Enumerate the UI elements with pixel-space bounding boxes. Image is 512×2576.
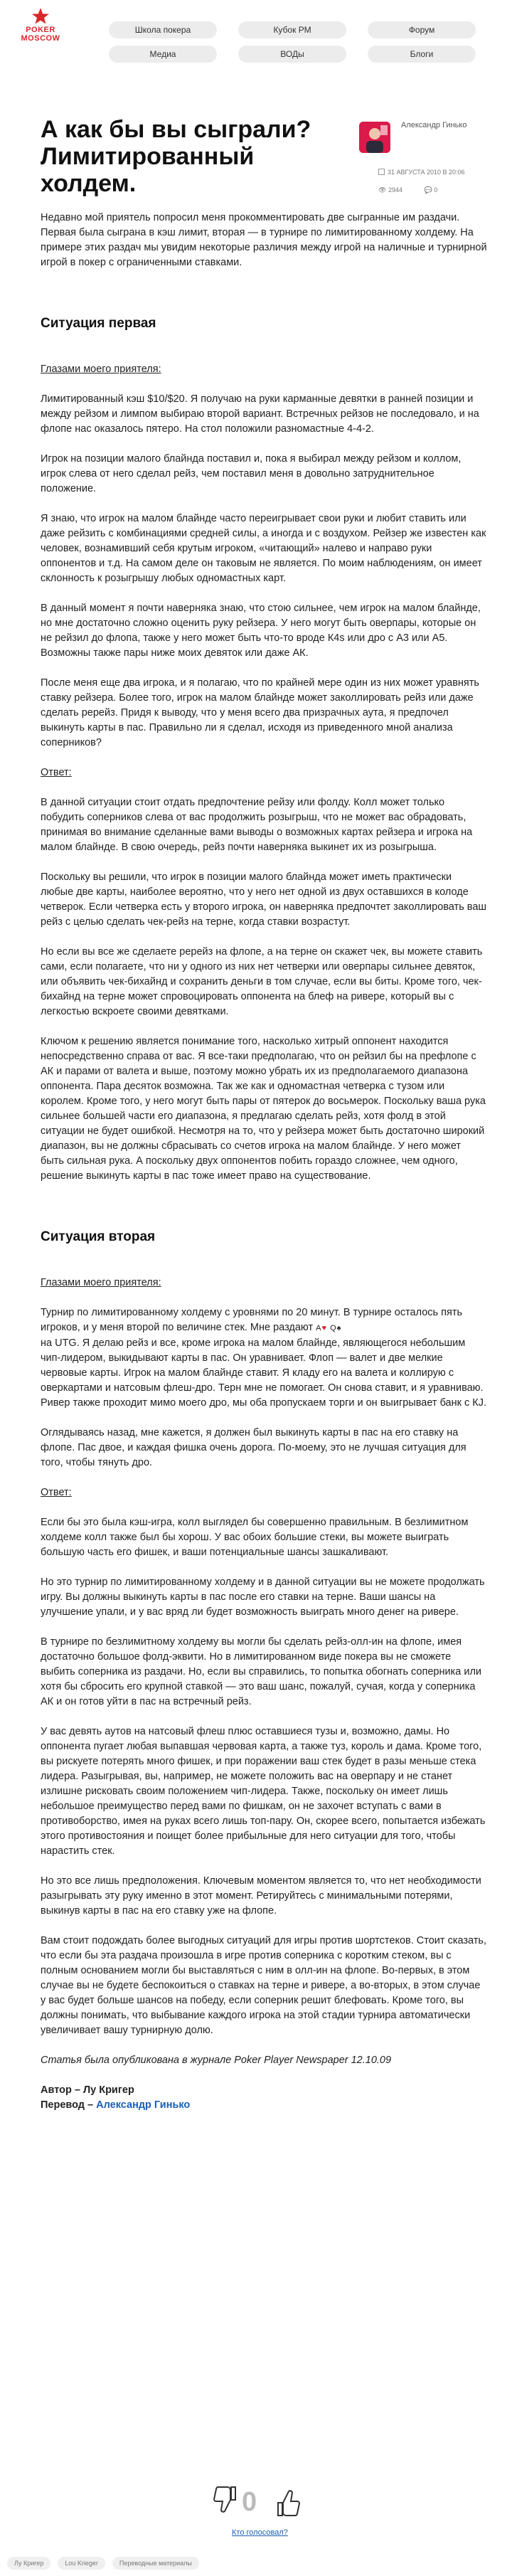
author-credit-label: Автор bbox=[41, 2084, 72, 2096]
nav-forum[interactable]: Форум bbox=[368, 21, 476, 38]
s1-paragraph-1: Лимитированный кэш $10/$20. Я получаю на руки карманные девятки в ранней позиции и между рейзом и лимпом выбираю второй вариант. Встречных рейзов не последовало, и на флопе нас оказалось пятеро. На стол положили разномастные 4-4-2. bbox=[41, 393, 479, 435]
translation-credit-label: Перевод bbox=[41, 2099, 85, 2111]
calendar-icon bbox=[378, 169, 385, 175]
nav-media[interactable]: Медиа bbox=[109, 46, 217, 63]
intro-paragraph: Недавно мой приятель попросил меня прокомментировать две сыгранные им раздачи. Первая была сыграна в кэш лимит, вторая — в турнире по лимитированному холдему. На примере этих раздач мы увидим некоторые различия между игрой на наличные и турнирной игрой в покер с ограниченными ставками. bbox=[41, 212, 487, 268]
s1-paragraph-2: Игрок на позиции малого блайнда поставил и, пока я выбирал между рейзом и коллом, игрок слева от него сделал рейз, чем поставил меня в довольно затруднительное положение. bbox=[41, 453, 462, 494]
credits bbox=[41, 2083, 487, 2113]
translator-link[interactable]: Александр Гинько bbox=[96, 2099, 191, 2111]
views-count: 👁 2944 bbox=[378, 186, 402, 194]
s1-paragraph-4: В данный момент я почти наверняка знаю, что стою сильнее, чем игрок на малом блайнде, но мне достаточно сложно оценить руку рейзера. У него могут быть оверпары, которые он не рейзил до флопа, также у него может быть что-то вроде К4s или дро с А3 или А5. Возможны также пары ниже моих девяток или даже АК. bbox=[41, 603, 481, 659]
s2-answer-6: Вам стоит подождать более выгодных ситуаций для игры против шортстеков. Стоит сказать, что если бы эта раздача произошла в игре против соперника с коротким стеком, вы с полным основанием могли бы выставляться с ним в олл-ин на флопе. Во-первых, в этом случае вы не будете беспокоиться о ставках на терне и ривере, а во-вторых, в этом случае у вас будет больше шансов на победу, если соперник решит блефовать. Кроме того, вы должны понимать, что выбывание каждого игрока на этой стадии турнира автоматически увеличивает вашу турнирную долю. bbox=[41, 1935, 486, 2036]
s1-paragraph-5: После меня еще два игрока, и я полагаю, что по крайней мере один из них может уравнять ставку рейзера. Более того, игрок на малом блайнде может заколлировать рейз или даже сделать ререйз. Придя к выводу, что у меня всего два призрачных аута, я предпочел выкинуть карты в пас. Правильно ли я сделал, исходя из приведенного мной анализа соперников? bbox=[41, 677, 479, 748]
voters-link[interactable]: Кто голосовал? bbox=[232, 2528, 288, 2537]
s1-answer-2: Поскольку вы решили, что игрок в позиции малого блайнда может иметь практически любые две карты, наиболее вероятно, что у него нет одной из двух оставшихся в колоде четверок. Если четверка есть у второго игрока, он наверняка предпочтет заколлировать ваш рейз с целью сделать чек-рейз на терне, когда ставки возрастут. bbox=[41, 871, 487, 928]
author-credit-value: Лу Кригер bbox=[82, 2084, 134, 2096]
vote-widget bbox=[199, 2484, 341, 2541]
tag-translated[interactable]: Переводные материалы bbox=[112, 2557, 199, 2570]
article-title: А как бы вы сыграли? Лимитированный холдем. bbox=[41, 116, 311, 197]
logo-text-moscow: MOSCOW bbox=[21, 34, 60, 43]
s1-answer-4: Ключом к решению является понимание того, насколько хитрый оппонент находится непосредственно справа от вас. Я все-таки предполагаю, что он рейзил бы на префлопе с АК и парами от валета и выше, поэтому можно убрать их из предполагаемого диапазона оппонента. Пара десяток возможна. Так же как и одномастная четверка с тузом или королем. Кроме того, у него могут быть пары от пятерок до восьмерок. Поскольку ваша рука сильнее большей части его диапазона, я предлагаю сделать рейз, хотя фолд в этой ситуации не будет ошибкой. Несмотря на то, что у рейзера может быть достаточно широкий диапазон, вы не должны сбрасывать со счетов игрока на малом блайнде. У него может быть сильная рука. А поскольку двух оппонентов побить гораздо сложнее, чем одного, решение выкинуть карты в пас тоже имеет право на существование. bbox=[41, 1036, 486, 1182]
logo-text-poker: POKER bbox=[26, 26, 55, 34]
translation-credit: Перевод – bbox=[41, 2099, 97, 2111]
s2-answer-2: Но это турнир по лимитированному холдему и в данной ситуации вы не можете продолжать игру. Вы должны выкинуть карты в пас после его ставки на терне. Ваши шансы на улучшение упали, и у вас вряд ли будет возможность выиграть много денег на ривере. bbox=[41, 1576, 485, 1618]
vote-score: 0 bbox=[242, 2487, 257, 2517]
friend-eyes-label-2: Глазами моего приятеля: bbox=[41, 1277, 161, 1288]
publish-date-text: 31 АВГУСТА 2010 В 20:06 bbox=[388, 169, 465, 176]
tag-lou-krieger-ru[interactable]: Лу Кригер bbox=[7, 2557, 50, 2570]
author-name[interactable]: Александр Гинько bbox=[401, 121, 467, 129]
views-count-value: 2944 bbox=[388, 186, 402, 194]
s2-paragraph-1b: на UTG. Я делаю рейз и все, кроме игрока на малом блайнде, являющегося небольшим чип-лидером, выкидывают карты в пас. Он уравнивает. Флоп — валет и две мелкие червовые карты. Игрок на малом блайнде ставит. Я кладу его на валета и коллирую с оверкартами и натсовым флеш-дро. Терн мне не помогает. Он снова ставит, и я уравниваю. Ривер также проходит мимо моего дро, мы оба пропускаем торги и он выигрывает банк с КJ. bbox=[41, 1337, 486, 1409]
cards-ace-queen-icon: A♥ Q♠ bbox=[316, 1324, 342, 1332]
answer-label-1: Ответ: bbox=[41, 767, 72, 778]
answer-label-2: Ответ: bbox=[41, 1487, 72, 1498]
star-icon bbox=[31, 7, 50, 26]
nav-blogs[interactable]: Блоги bbox=[368, 46, 476, 63]
thumbs-down-icon[interactable] bbox=[212, 2484, 238, 2518]
s1-paragraph-3: Я знаю, что игрок на малом блайнде часто переигрывает свои руки и любит ставить или даже рейзить с комбинациями средней силы, а иногда и с воздухом. Рейзер же известен как человек, вознамивший себя крутым игроком, «читающий» налево и направо руки оппонентов и т.д. На самом деле он таковым не является. По моим наблюдениям, он имеет склонность к розыгрышу любых одномастных карт. bbox=[41, 513, 486, 584]
publish-date bbox=[378, 169, 465, 176]
s1-answer-3: Но если вы все же сделаете ререйз на флопе, а на терне он скажет чек, вы можете ставить сами, если полагаете, что ни у одного из них нет четверки или оверпары сильнее девяток, или объявить чек-бихайнд и сохранить деньги в том случае, если вы биты. Кроме того, чек-бихайнд на терне может спровоцировать оппонента на блеф на ривере, который вы с легкостью вскроете своими девятками. bbox=[41, 946, 483, 1017]
s2-answer-4: У вас девять аутов на натсовый флеш плюс оставшиеся тузы и, возможно, дамы. Но оппонента пугает любая выпавшая червовая карта, а также туз, король и дама. Кроме того, вы рискуете потерять много фишек, и при поражении ваш стек будет в разы меньше стека лидера. Разыгрывая, вы, например, не можете положить вас на оверпару и не станет излишне рисковать своим положением чип-лидера. Также, поскольку он имеет лишь небольшое преимущество перед вами по фишкам, он не захочет вступать с вами в противоборство, имея на руках всего лишь топ-пару. Он, скорее всего, попытается избежать этого противостояния и поищет более прибыльные для него ситуации для того, чтобы нарастить стек. bbox=[41, 1726, 486, 1857]
friend-eyes-label-1: Глазами моего приятеля: bbox=[41, 364, 161, 375]
s2-answer-5: Но это все лишь предположения. Ключевым моментом является то, что нет необходимости разыгрывать эту руку именно в этот момент. Ретируйтесь с минимальными потерями, выкинув карты в пас на его ставку уже на флопе. bbox=[41, 1875, 481, 1917]
site-header bbox=[0, 0, 512, 78]
nav-vods[interactable]: ВОДы bbox=[238, 46, 346, 63]
tag-lou-krieger-en[interactable]: Lou Krieger bbox=[58, 2557, 105, 2570]
avatar-image bbox=[359, 122, 390, 153]
section-heading-2: Ситуация вторая bbox=[41, 1229, 156, 1244]
author-credit: Автор – Лу Кригер bbox=[41, 2084, 134, 2096]
thumbs-up-icon[interactable] bbox=[276, 2484, 302, 2518]
s2-paragraph-1a: Турнир по лимитированному холдему с уровнями по 20 минут. В турнире осталось пять игроков, и у меня второй по величине стек. Мне раздают bbox=[41, 1307, 463, 1333]
s2-answer-1: Если бы это была кэш-игра, колл выглядел бы совершенно правильным. В безлимитном холдеме колл также был бы хорош. У вас обоих большие стеки, вы можете выиграть большую часть его фишек, и ваши потенциальные шансы зашкаливают. bbox=[41, 1517, 469, 1558]
main-nav bbox=[109, 21, 486, 63]
comments-count-value: 0 bbox=[434, 186, 438, 194]
site-logo[interactable] bbox=[16, 7, 65, 43]
s2-answer-3: В турнире по безлимитному холдему вы могли бы сделать рейз-олл-ин на флопе, имея достаточно большое фолд-эквити. Но в лимитированном виде покера вы не сможете выбить соперника из раздачи. Но, если вы справились, то попытка обогнать соперника или хотя бы сбросить его крупной ставкой — это ваш шанс, пожалуй, сучая, когда у соперника АК и он готов уйти в пас на встречный рейз. bbox=[41, 1636, 482, 1707]
s2-paragraph-1 bbox=[41, 1305, 487, 1411]
article-body bbox=[41, 211, 487, 2113]
article-stats bbox=[378, 186, 457, 194]
comments-count: 💬 0 bbox=[424, 186, 438, 194]
publication-note: Статья была опубликована в журнале Poker Player Newspaper 12.10.09 bbox=[41, 2055, 392, 2066]
nav-cup-rm[interactable]: Кубок РМ bbox=[238, 21, 346, 38]
avatar[interactable] bbox=[359, 122, 390, 153]
section-heading-1: Ситуация первая bbox=[41, 316, 156, 331]
nav-poker-school[interactable]: Школа покера bbox=[109, 21, 217, 38]
s1-answer-1: В данной ситуации стоит отдать предпочтение рейзу или фолду. Колл может только побудить соперников слева от вас продолжить розыгрыш, что не может вас обрадовать, принимая во внимание сделанные вами выводы о возможных картах рейзера и игрока на малом блайнде. В свою очередь, рейз почти наверняка выкинет их из розыгрыша. bbox=[41, 797, 473, 853]
tag-list bbox=[7, 2557, 199, 2570]
s2-paragraph-2: Оглядываясь назад, мне кажется, я должен был выкинуть карты в пас на его ставку на флопе. Пас двое, и каждая фишка очень дорога. По-моему, это не лучшая ситуация для того, чтобы тянуть дро. bbox=[41, 1427, 466, 1468]
